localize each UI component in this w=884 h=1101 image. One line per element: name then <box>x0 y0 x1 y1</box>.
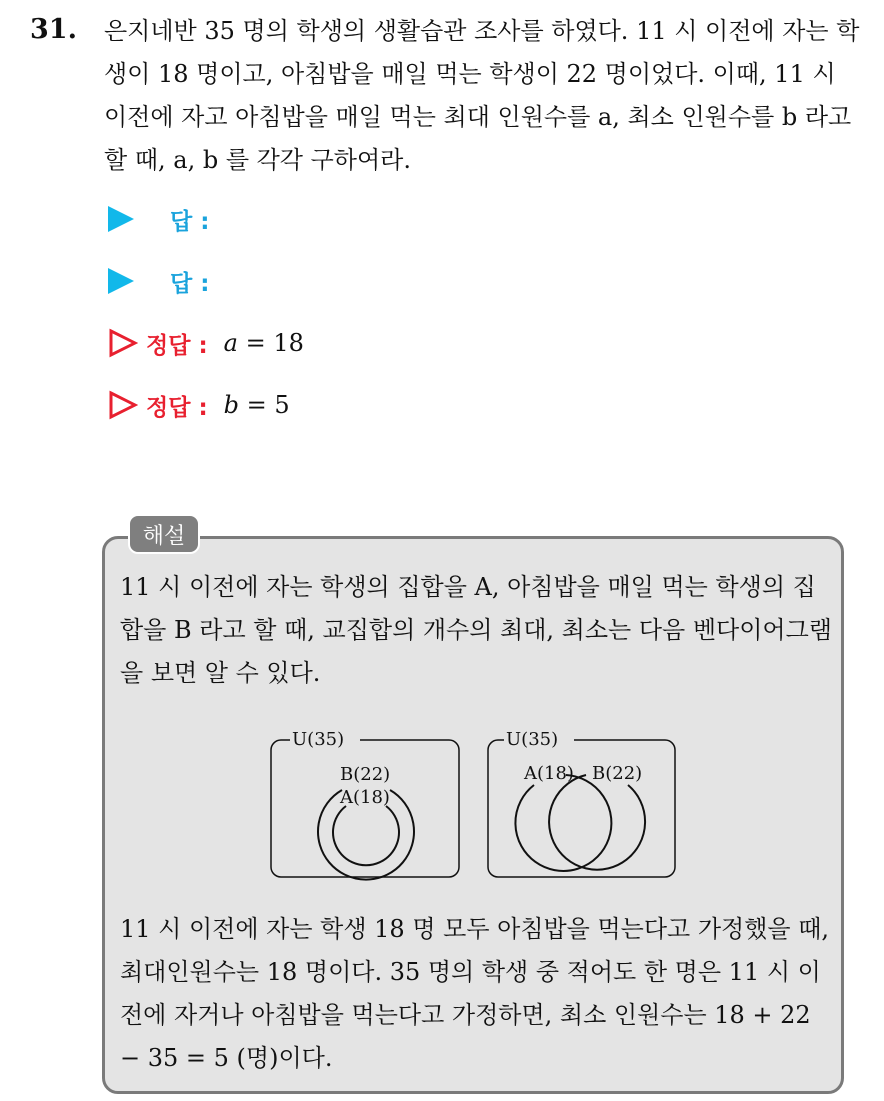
set-b-label-left: B(22) <box>340 764 391 785</box>
set-a-arc-left <box>333 806 399 865</box>
solution-tag: 해설 <box>128 514 200 554</box>
universe-box-left <box>271 740 459 877</box>
venn-left <box>271 727 459 880</box>
question-number: 31. <box>30 14 77 45</box>
outline-arrow-icon <box>108 328 138 358</box>
answer-row-1[interactable] <box>108 199 209 239</box>
correct-answer-label: 정답 : <box>146 332 208 359</box>
set-a-label-left: A(18) <box>340 787 390 808</box>
venn-diagrams <box>266 725 686 885</box>
answer-label: 답 : <box>170 270 210 297</box>
venn-right <box>488 727 675 877</box>
correct-answer-value: b = 5 <box>223 391 290 419</box>
solution-paragraph-1: 11 시 이전에 자는 학생의 집합을 A, 아침밥을 매일 먹는 학생의 집합을 B 라고 할 때, 교집합의 개수의 최대, 최소는 다음 벤다이어그램을 보면 알 수 있다. <box>120 573 832 687</box>
correct-answer-label: 정답 : <box>146 394 208 421</box>
answer-row-2[interactable] <box>108 261 209 301</box>
correct-answer-row-2 <box>108 385 290 425</box>
universe-label-left: U(35) <box>292 729 345 750</box>
universe-label-right: U(35) <box>506 729 559 750</box>
correct-answer-row-1 <box>108 323 304 363</box>
answer-label: 답 : <box>170 208 210 235</box>
solution-paragraph-2: 11 시 이전에 자는 학생 18 명 모두 아침밥을 먹는다고 가정했을 때, 최대인원수는 18 명이다. 35 명의 학생 중 적어도 한 명은 11 시 이전에 자거나 아침밥을 먹는다고 가정하면, 최소 인원수는 18 + 22 − 35 = 5 (명)이다. <box>120 915 830 1072</box>
correct-answer-value: a = 18 <box>223 329 304 357</box>
play-arrow-icon <box>108 268 134 294</box>
play-arrow-icon <box>108 206 134 232</box>
set-b-label-right: B(22) <box>592 763 643 784</box>
question-text: 은지네반 35 명의 학생의 생활습관 조사를 하였다. 11 시 이전에 자는 학생이 18 명이고, 아침밥을 매일 먹는 학생이 22 명이었다. 이때, 11 시 이전에 자고 아침밥을 매일 먹는 최대 인원수를 a, 최소 인원수를 b 라고 할 때, a, b 를 각각 구하여라. <box>104 17 860 174</box>
universe-box-right <box>488 740 675 877</box>
set-a-label-right: A(18) <box>524 763 574 784</box>
outline-arrow-icon <box>108 390 138 420</box>
